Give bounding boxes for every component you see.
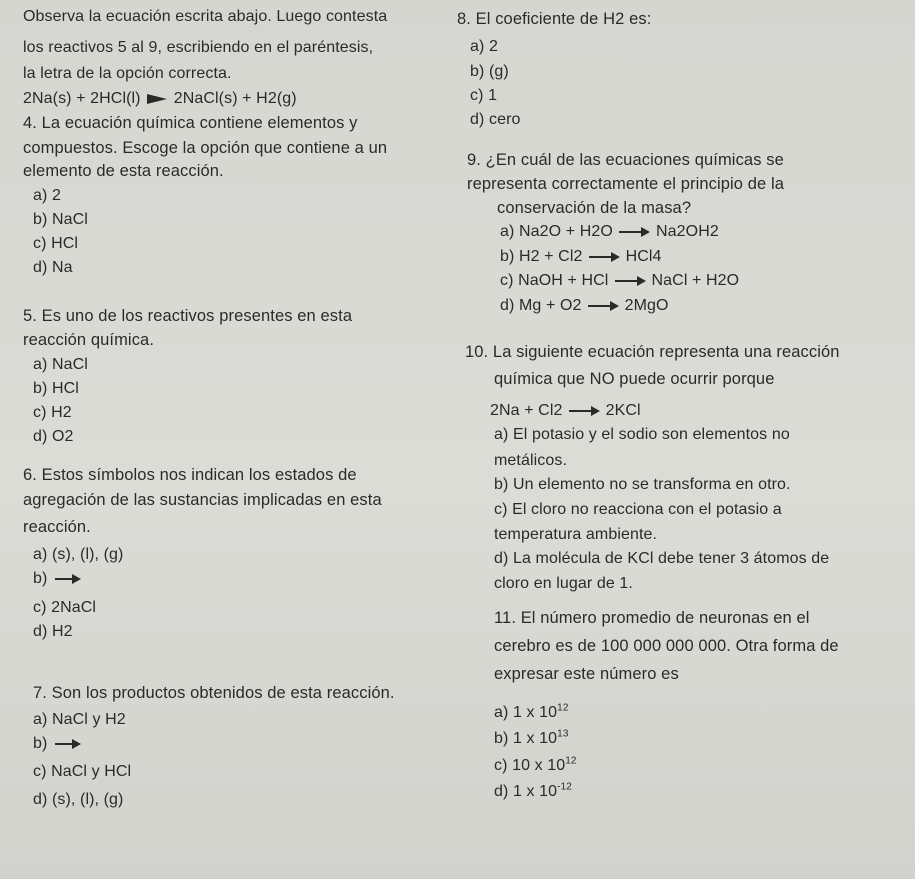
q5-option-d: d) O2 bbox=[33, 428, 74, 445]
q8-option-a: a) 2 bbox=[470, 38, 498, 55]
q11-option-c bbox=[494, 756, 577, 776]
reaction-arrow-icon bbox=[145, 93, 169, 105]
q6-option-b bbox=[33, 569, 82, 589]
q10-line-2: química que NO puede ocurrir porque bbox=[494, 370, 775, 388]
q10-equation-products: 2KCl bbox=[605, 402, 641, 419]
q9-option-a-products: Na2OH2 bbox=[656, 223, 719, 240]
q10-equation-reactants: 2Na + Cl2 bbox=[490, 402, 563, 419]
q11-option-d-label: d) bbox=[494, 783, 509, 800]
q10-option-a: a) El potasio y el sodio son elementos no bbox=[494, 426, 790, 443]
q9-option-b-reactants: H2 + Cl2 bbox=[518, 248, 583, 265]
q8-option-d: d) cero bbox=[470, 111, 521, 128]
q11-option-d bbox=[494, 782, 572, 802]
q9-option-b-products: HCl4 bbox=[625, 248, 662, 265]
intro-line-3: la letra de la opción correcta. bbox=[23, 65, 232, 82]
q10-option-d-cont: cloro en lugar de 1. bbox=[494, 575, 633, 592]
q11-option-c-label: c) bbox=[494, 757, 508, 774]
q7-option-d: d) (s), (l), (g) bbox=[33, 791, 124, 808]
q11-option-b-label: b) bbox=[494, 730, 509, 747]
q4-line-1: 4. La ecuación química contiene elementos y bbox=[23, 114, 358, 132]
q10-line-1: 10. La siguiente ecuación representa una reacción bbox=[465, 343, 840, 361]
q11-option-c-exponent: 12 bbox=[565, 755, 577, 767]
q9-option-b-label: b) bbox=[500, 248, 515, 265]
q8-option-c: c) 1 bbox=[470, 87, 498, 104]
q6-option-a: a) (s), (l), (g) bbox=[33, 546, 124, 563]
q9-option-a-label: a) bbox=[500, 223, 515, 240]
q5-option-b: b) HCl bbox=[33, 380, 79, 397]
q9-option-c bbox=[500, 271, 739, 291]
right-arrow-icon bbox=[587, 251, 621, 263]
q7-option-b-label: b) bbox=[33, 735, 48, 752]
q6-line-3: reacción. bbox=[23, 518, 91, 536]
intro-equation-reactants: 2Na(s) + 2HCl(l) bbox=[23, 90, 141, 107]
q10-option-c: c) El cloro no reacciona con el potasio a bbox=[494, 501, 782, 518]
q9-line-1: 9. ¿En cuál de las ecuaciones químicas se bbox=[467, 151, 784, 169]
q11-line-1: 11. El número promedio de neuronas en el bbox=[494, 609, 810, 627]
q7-line-1: 7. Son los productos obtenidos de esta reacción. bbox=[33, 684, 395, 702]
q9-option-a-reactants: Na2O + H2O bbox=[518, 223, 613, 240]
q10-option-b: b) Un elemento no se transforma en otro. bbox=[494, 476, 791, 493]
q8-line-1: 8. El coeficiente de H2 es: bbox=[457, 10, 652, 28]
q6-line-2: agregación de las sustancias implicadas en esta bbox=[23, 491, 382, 509]
q7-option-b bbox=[33, 734, 82, 754]
q9-option-b bbox=[500, 247, 662, 267]
right-arrow-icon bbox=[52, 573, 82, 585]
q9-option-c-label: c) bbox=[500, 272, 514, 289]
q5-line-1: 5. Es uno de los reactivos presentes en esta bbox=[23, 307, 353, 325]
q5-line-2: reacción química. bbox=[23, 331, 155, 349]
q11-option-a-base: 1 x 10 bbox=[512, 704, 558, 721]
q4-option-d: d) Na bbox=[33, 259, 73, 276]
q6-option-b-label: b) bbox=[33, 570, 48, 587]
q11-option-d-base: 1 x 10 bbox=[512, 783, 558, 800]
right-arrow-icon bbox=[52, 738, 82, 750]
q11-option-a-label: a) bbox=[494, 704, 509, 721]
q9-option-c-reactants: NaOH + HCl bbox=[518, 272, 609, 289]
intro-line-1: Observa la ecuación escrita abajo. Luego contesta bbox=[23, 8, 388, 25]
q10-equation bbox=[490, 401, 641, 421]
q4-line-2: compuestos. Escoge la opción que contiene a un bbox=[23, 139, 388, 157]
q7-option-c: c) NaCl y HCl bbox=[33, 763, 132, 780]
q4-option-b: b) NaCl bbox=[33, 211, 88, 228]
intro-line-2: los reactivos 5 al 9, escribiendo en el paréntesis, bbox=[23, 39, 374, 56]
intro-equation-products: 2NaCl(s) + H2(g) bbox=[173, 90, 297, 107]
q4-line-3: elemento de esta reacción. bbox=[23, 162, 224, 180]
q9-line-2: representa correctamente el principio de la bbox=[467, 175, 785, 193]
q10-option-a-cont: metálicos. bbox=[494, 452, 568, 469]
right-arrow-icon bbox=[617, 226, 651, 238]
q5-option-c: c) H2 bbox=[33, 404, 72, 421]
q11-option-b-base: 1 x 10 bbox=[512, 730, 558, 747]
right-arrow-icon bbox=[613, 275, 647, 287]
q11-option-a bbox=[494, 703, 569, 723]
q6-option-c: c) 2NaCl bbox=[33, 599, 97, 616]
q11-option-d-exponent: -12 bbox=[557, 781, 572, 793]
q9-option-d-reactants: Mg + O2 bbox=[518, 297, 582, 314]
q6-option-d: d) H2 bbox=[33, 623, 73, 640]
q9-option-d bbox=[500, 296, 669, 316]
q10-option-d: d) La molécula de KCl debe tener 3 átomos de bbox=[494, 550, 830, 567]
q11-line-2: cerebro es de 100 000 000 000. Otra forma de bbox=[494, 637, 839, 655]
q8-option-b: b) (g) bbox=[470, 63, 509, 80]
q7-option-a: a) NaCl y H2 bbox=[33, 711, 126, 728]
q6-line-1: 6. Estos símbolos nos indican los estados de bbox=[23, 466, 357, 484]
q9-option-c-products: NaCl + H2O bbox=[651, 272, 740, 289]
q10-option-c-cont: temperatura ambiente. bbox=[494, 526, 658, 543]
right-arrow-icon bbox=[586, 300, 620, 312]
q11-option-a-exponent: 12 bbox=[557, 702, 569, 714]
q11-option-b bbox=[494, 729, 569, 749]
q11-line-3: expresar este número es bbox=[494, 665, 679, 683]
q11-option-b-exponent: 13 bbox=[557, 728, 569, 740]
q9-option-d-label: d) bbox=[500, 297, 515, 314]
q11-option-c-base: 10 x 10 bbox=[512, 757, 566, 774]
intro-equation bbox=[23, 89, 297, 109]
right-arrow-icon bbox=[567, 405, 601, 417]
q9-option-d-products: 2MgO bbox=[624, 297, 669, 314]
q4-option-c: c) HCl bbox=[33, 235, 79, 252]
q9-option-a bbox=[500, 222, 719, 242]
q4-option-a: a) 2 bbox=[33, 187, 61, 204]
q5-option-a: a) NaCl bbox=[33, 356, 88, 373]
q9-line-3: conservación de la masa? bbox=[497, 199, 692, 217]
